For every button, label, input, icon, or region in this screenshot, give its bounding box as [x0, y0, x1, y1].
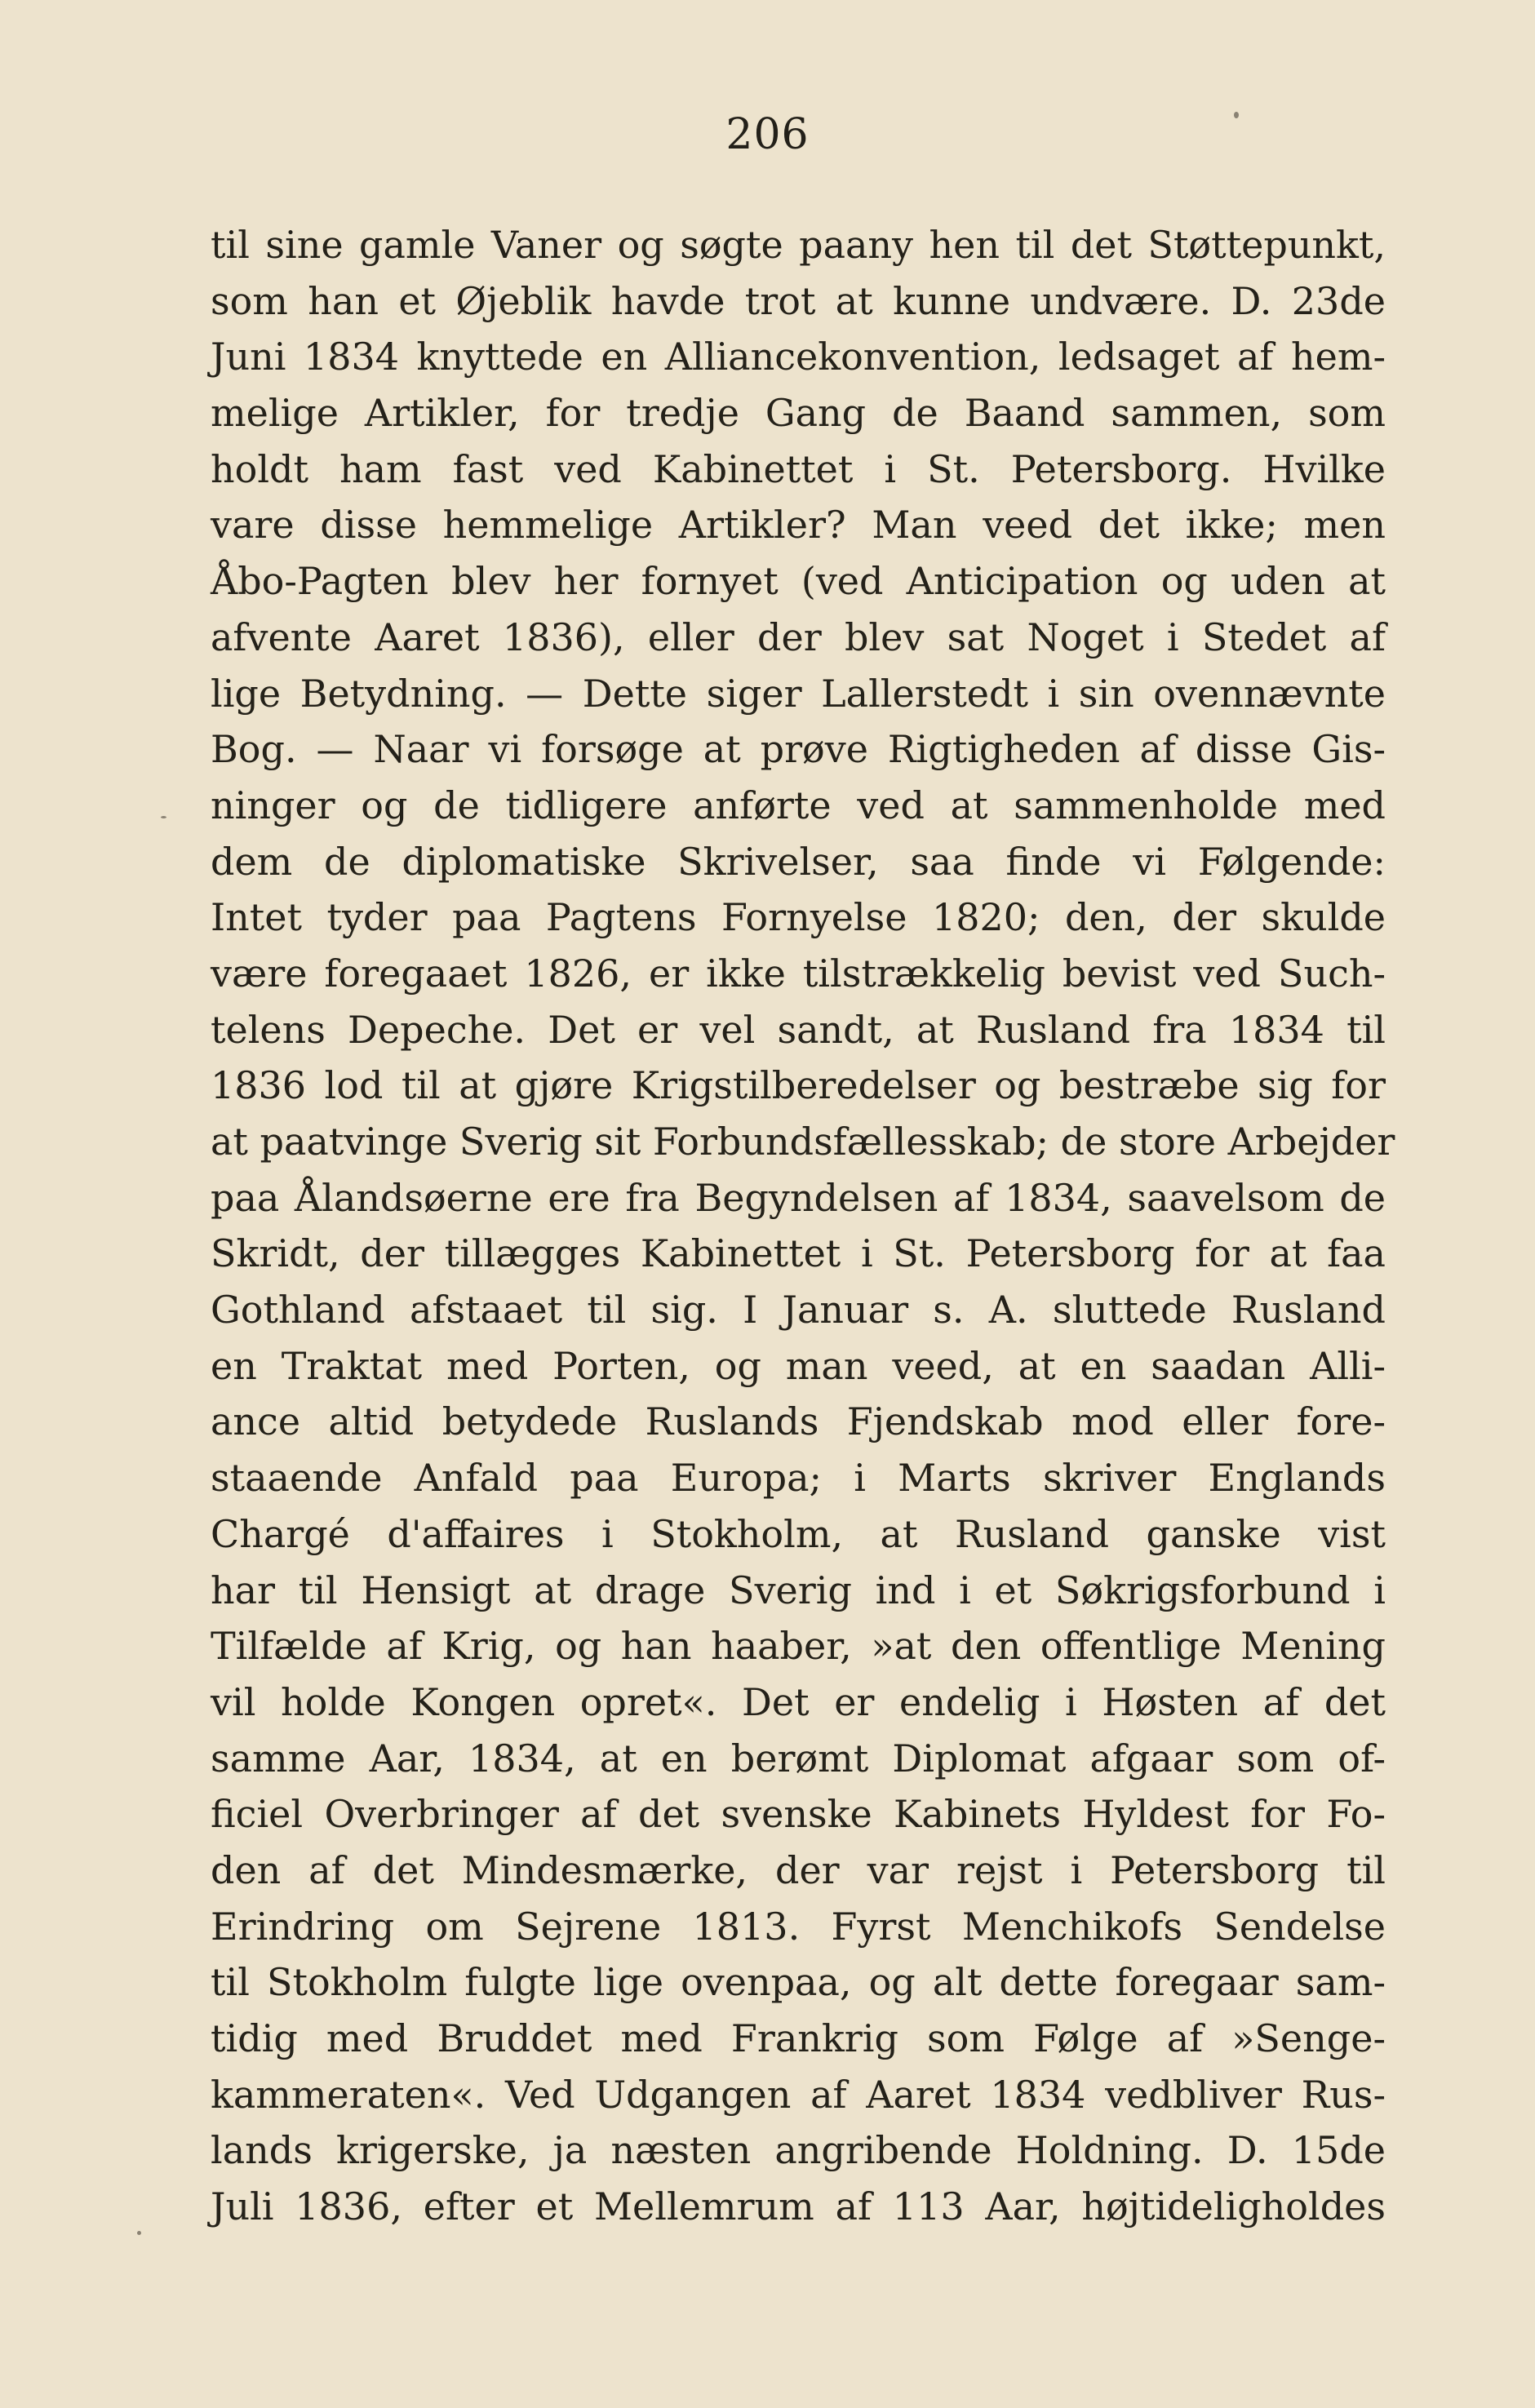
text-line: ninger og de tidligere anførte ved at sammenholde med	[211, 783, 1386, 827]
text-line: samme Aar, 1834, at en berømt Diplomat afgaar som of-	[211, 1736, 1386, 1781]
text-line: har til Hensigt at drage Sverig ind i et Søkrigsforbund i	[211, 1568, 1386, 1612]
text-line: holdt ham fast ved Kabinettet i St. Petersborg. Hvilke	[211, 446, 1386, 491]
text-line: lands krigerske, ja næsten angribende Holdning. D. 15de	[211, 2128, 1386, 2173]
text-line: til Stokholm fulgte lige ovenpaa, og alt dette foregaar sam-	[211, 1960, 1386, 2005]
text-line: tidig med Bruddet med Frankrig som Følge af »Senge-	[211, 2016, 1386, 2060]
print-speck	[137, 2231, 141, 2235]
text-line: staaende Anfald paa Europa; i Marts skriver Englands	[211, 1456, 1386, 1501]
text-line: Bog. — Naar vi forsøge at prøve Rigtigheden af disse Gis-	[211, 727, 1386, 772]
text-line: telens Depeche. Det er vel sandt, at Rusland fra 1834 til	[211, 1007, 1386, 1052]
print-speck	[1234, 112, 1239, 118]
text-line: at paatvinge Sverig sit Forbundsfællesskab; de store Arbejder	[211, 1120, 1395, 1164]
print-speck	[161, 816, 166, 818]
text-line: Gothland afstaaet til sig. I Januar s. A. sluttede Rusland	[211, 1288, 1386, 1333]
text-line: Juni 1834 knyttede en Alliancekonvention, ledsaget af hem-	[211, 335, 1386, 379]
text-line: 1836 lod til at gjøre Krigstilberedelser og bestræbe sig for	[211, 1063, 1386, 1108]
text-line: afvente Aaret 1836), eller der blev sat Noget i Stedet af	[211, 614, 1386, 659]
text-line: vare disse hemmelige Artikler? Man veed det ikke; men	[211, 503, 1386, 548]
text-line: melige Artikler, for tredje Gang de Baand sammen, som	[211, 391, 1386, 436]
text-line: ficiel Overbringer af det svenske Kabinets Hyldest for Fo-	[211, 1792, 1386, 1837]
text-line: Chargé d'affaires i Stokholm, at Rusland ganske vist	[211, 1511, 1386, 1556]
text-line: ance altid betydede Ruslands Fjendskab mod eller fore-	[211, 1399, 1386, 1444]
text-line: dem de diplomatiske Skrivelser, saa finde vi Følgende:	[211, 839, 1386, 884]
text-line: Erindring om Sejrene 1813. Fyrst Menchikofs Sendelse	[211, 1904, 1386, 1949]
text-line: Skridt, der tillægges Kabinettet i St. Petersborg for at faa	[211, 1231, 1386, 1276]
text-line: Juli 1836, efter et Mellemrum af 113 Aar, højtideligholdes	[211, 2184, 1386, 2229]
text-line: en Traktat med Porten, og man veed, at en saadan Alli-	[211, 1343, 1386, 1388]
text-line: den af det Mindesmærke, der var rejst i Petersborg til	[211, 1847, 1386, 1892]
text-line: som han et Øjeblik havde trot at kunne undvære. D. 23de	[211, 278, 1386, 323]
text-line: Åbo-Pagten blev her fornyet (ved Anticipation og uden at	[211, 559, 1386, 604]
text-line: Tilfælde af Krig, og han haaber, »at den offentlige Mening	[211, 1624, 1386, 1669]
text-line: til sine gamle Vaner og søgte paany hen til det Støttepunkt,	[211, 223, 1386, 267]
text-line: kammeraten«. Ved Udgangen af Aaret 1834 vedbliver Rus-	[211, 2072, 1386, 2117]
text-line: være foregaaet 1826, er ikke tilstrækkelig bevist ved Such-	[211, 951, 1386, 996]
text-line: vil holde Kongen opret«. Det er endelig i Høsten af det	[211, 1679, 1386, 1724]
page-number: 206	[725, 110, 810, 159]
text-line: lige Betydning. — Dette siger Lallerstedt i sin ovennævnte	[211, 671, 1386, 716]
text-line: Intet tyder paa Pagtens Fornyelse 1820; den, der skulde	[211, 895, 1386, 940]
body-text	[211, 217, 1395, 2235]
text-line: paa Ålandsøerne ere fra Begyndelsen af 1834, saavelsom de	[211, 1175, 1386, 1220]
